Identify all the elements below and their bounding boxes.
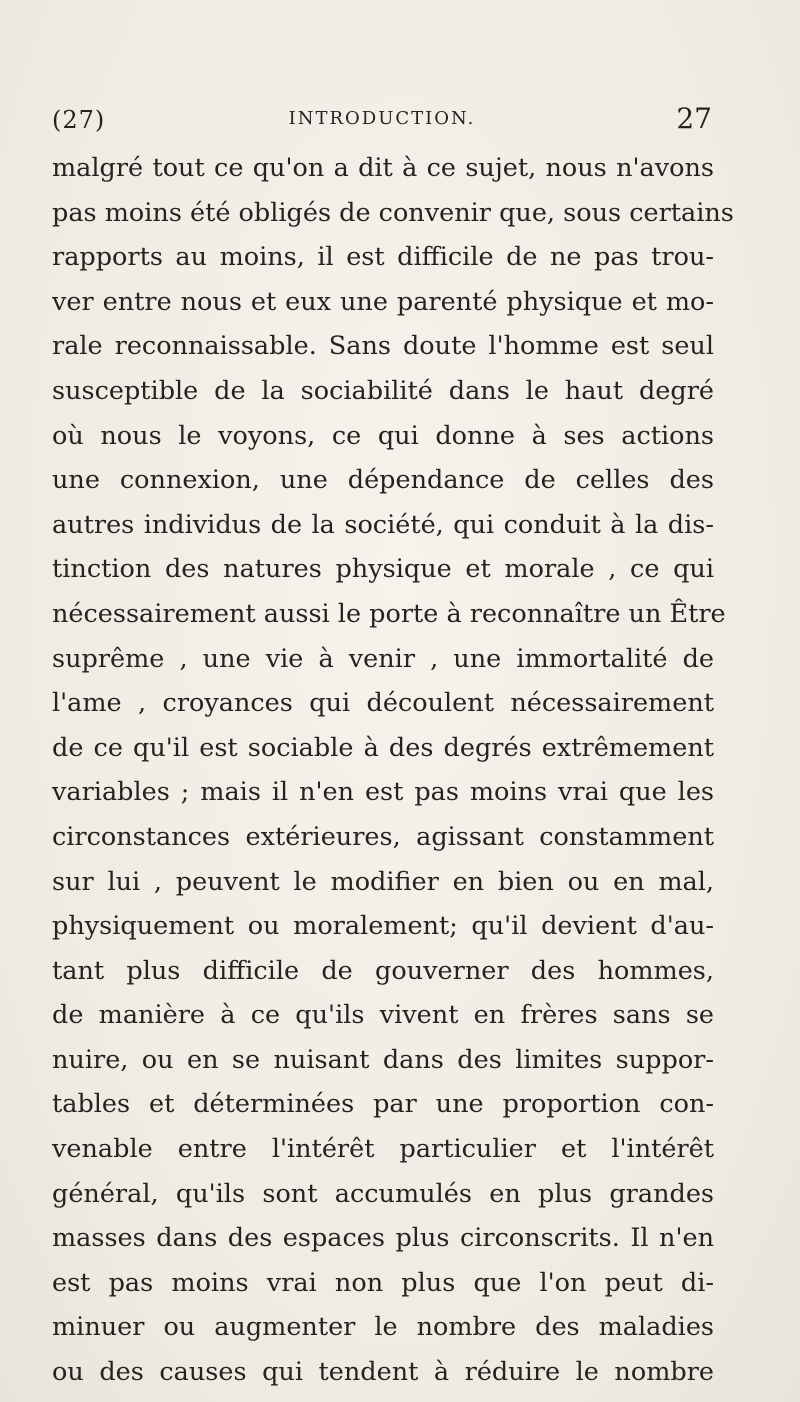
text-line: tant plus difficile de gouverner des hommes,: [52, 955, 714, 986]
page-marker: (27): [52, 106, 106, 134]
text-line: minuer ou augmenter le nombre des maladies: [52, 1312, 714, 1343]
text-line: variables ; mais il n'en est pas moins vrai que les: [52, 777, 714, 808]
text-line: une connexion, une dépendance de celles des: [52, 465, 714, 496]
page-header: [52, 96, 712, 136]
text-line: rale reconnaissable. Sans doute l'homme est seul: [52, 331, 714, 362]
text-line: nécessairement aussi le porte à reconnaître un Être: [52, 598, 726, 629]
text-line: tinction des natures physique et morale , ce qui: [52, 554, 714, 585]
text-line: ou des causes qui tendent à réduire le nombre: [52, 1357, 714, 1388]
text-line: circonstances extérieures, agissant constamment: [52, 821, 714, 852]
text-line: susceptible de la sociabilité dans le haut degré: [52, 375, 714, 406]
text-line: l'ame , croyances qui découlent nécessairement: [52, 688, 714, 719]
text-line: physiquement ou moralement; qu'il devient d'au-: [52, 911, 714, 942]
text-line: ver entre nous et eux une parenté physique et mo-: [52, 286, 714, 317]
text-line: nuire, ou en se nuisant dans des limites suppor-: [52, 1044, 714, 1075]
text-line: autres individus de la société, qui conduit à la dis-: [52, 509, 714, 540]
text-line: tables et déterminées par une proportion con-: [52, 1089, 714, 1120]
text-line: général, qu'ils sont accumulés en plus grandes: [52, 1178, 714, 1209]
text-line: où nous le voyons, ce qui donne à ses actions: [52, 420, 714, 451]
text-line: de ce qu'il est sociable à des degrés extrêmement: [52, 732, 714, 763]
text-line: rapports au moins, il est difficile de ne pas trou-: [52, 242, 714, 273]
running-title: INTRODUCTION.: [288, 108, 476, 129]
page-number: 27: [676, 102, 712, 135]
text-line: suprême , une vie à venir , une immortalité de: [52, 643, 714, 674]
body-text: [52, 146, 734, 1395]
text-line: de manière à ce qu'ils vivent en frères sans se: [52, 1000, 714, 1031]
text-line: pas moins été obligés de convenir que, sous certains: [52, 197, 734, 228]
text-line: est pas moins vrai non plus que l'on peut di-: [52, 1267, 714, 1298]
text-line: malgré tout ce qu'on a dit à ce sujet, nous n'avons: [52, 153, 714, 183]
text-line: venable entre l'intérêt particulier et l'intérêt: [52, 1134, 714, 1165]
text-line: sur lui , peuvent le modifier en bien ou en mal,: [52, 866, 714, 897]
text-line: masses dans des espaces plus circonscrits. Il n'en: [52, 1223, 714, 1254]
